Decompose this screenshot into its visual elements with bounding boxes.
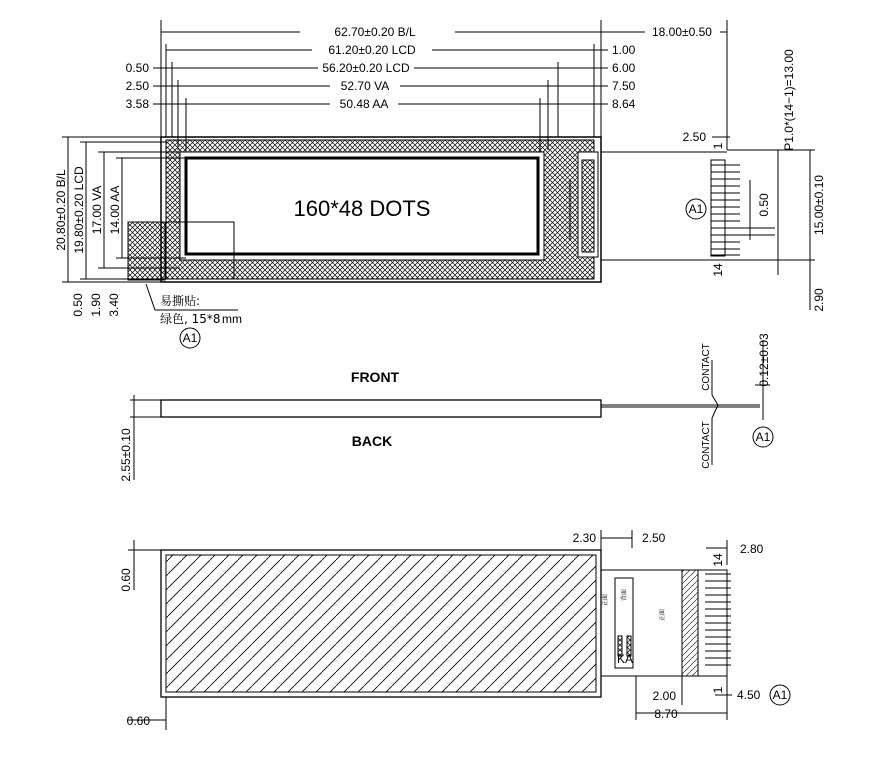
dim-va-height: 17.00 VA	[90, 185, 104, 235]
contact-bottom-label: CONTACT	[701, 421, 712, 469]
note-unit: mm	[222, 312, 242, 326]
dim-bot-050: 0.50	[71, 293, 85, 317]
back-dim-250: 2.50	[642, 531, 666, 545]
fpc-offset-bottom: 2.90	[812, 288, 826, 312]
rev-marker-side	[753, 427, 773, 447]
dim-right-100: 1.00	[612, 43, 636, 57]
dim-bl-width: 62.70±0.20 B/L	[334, 25, 416, 39]
back-tiny-a: 正面	[603, 593, 609, 607]
back-bottom-margin: 0.60	[126, 714, 150, 728]
svg-text:A1: A1	[688, 202, 704, 216]
contact-top-label: CONTACT	[701, 343, 712, 391]
dim-left-358: 3.58	[125, 97, 149, 111]
dim-left-250: 2.50	[125, 79, 149, 93]
note-line1: 易撕贴:	[160, 294, 201, 308]
dim-right-600: 6.00	[612, 61, 636, 75]
side-front-label: FRONT	[350, 369, 400, 385]
dim-lcd-width-b: 56.20±0.20 LCD	[322, 61, 410, 75]
back-pin-first: 1	[711, 686, 725, 694]
dim-fpc-length: 18.00±0.50	[652, 25, 712, 39]
fpc-pin-last: 14	[711, 263, 725, 277]
back-dim-200: 2.00	[652, 689, 676, 703]
fpc-pin-width: 0.50	[757, 193, 771, 217]
fpc-offset-top: 2.50	[682, 130, 706, 144]
dim-right-864: 8.64	[612, 97, 636, 111]
fpc-pin-first: 1	[711, 142, 725, 150]
dim-va-width: 52.70 VA	[340, 79, 390, 93]
rev-marker-back	[770, 685, 790, 705]
back-tiny-c: 正面	[660, 608, 666, 622]
dim-left-050: 0.50	[125, 61, 149, 75]
svg-text:A1: A1	[755, 430, 771, 444]
back-top-margin: 0.60	[119, 568, 133, 592]
back-dim-280: 2.80	[740, 542, 764, 556]
side-back-label: BACK	[351, 433, 393, 449]
back-dim-230: 2.30	[572, 531, 596, 545]
svg-text:A1: A1	[772, 688, 788, 702]
back-pin-last: 14	[711, 553, 725, 567]
back-dim-450: 4.50	[737, 688, 761, 702]
dim-bl-height: 20.80±0.20 B/L	[54, 169, 68, 251]
dim-bot-340: 3.40	[107, 293, 121, 317]
dim-aa-height: 14.00 AA	[108, 185, 122, 235]
back-tiny-b: 背面	[622, 588, 628, 602]
back-ka-label: KA	[616, 652, 634, 666]
fpc-pitch: P1.0*(14−1)=13.00	[782, 49, 796, 151]
dim-right-750: 7.50	[612, 79, 636, 93]
dim-lcd-width-a: 61.20±0.20 LCD	[328, 43, 416, 57]
display-label: 160*48 DOTS	[293, 196, 431, 221]
side-thickness: 2.55±0.10	[119, 428, 133, 482]
rev-marker-fpc	[686, 199, 706, 219]
dim-bot-190: 1.90	[89, 293, 103, 317]
back-dim-870: 8.70	[654, 707, 678, 721]
svg-text:A1: A1	[182, 331, 198, 345]
rev-marker-note	[180, 328, 200, 348]
side-fpc-thickness: 0.12±0.03	[757, 333, 771, 387]
note-line2: 绿色, 15*8	[160, 312, 221, 326]
dim-lcd-height: 19.80±0.20 LCD	[72, 166, 86, 254]
dim-aa-width: 50.48 AA	[339, 97, 389, 111]
fpc-width: 15.00±0.10	[812, 175, 826, 235]
